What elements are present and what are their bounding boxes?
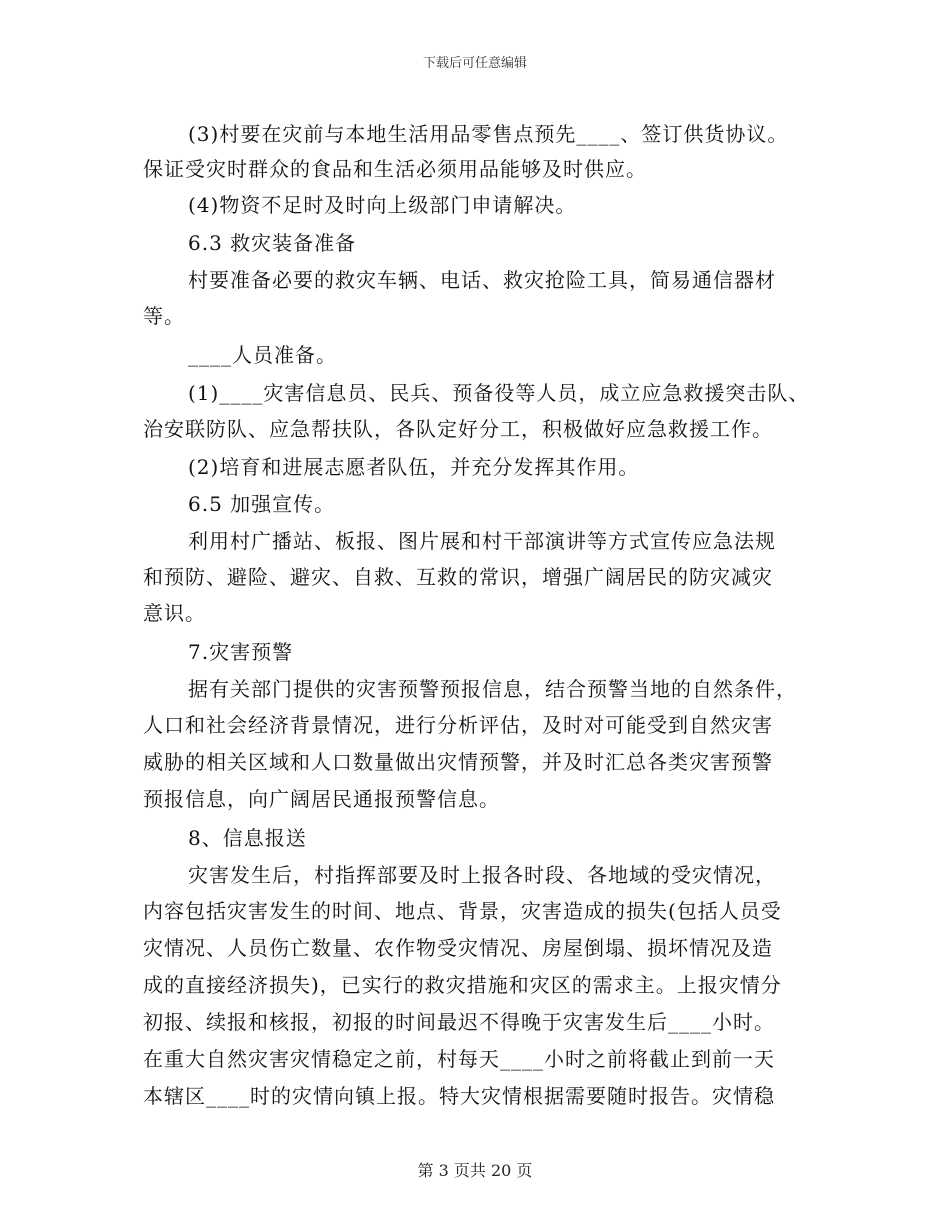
paragraph-line: 灾情况、人员伤亡数量、农作物受灾情况、房屋倒塌、损坏情况及造 [143,936,773,960]
paragraph-line: 利用村广播站、板报、图片展和村干部演讲等方式宣传应急法规 [188,529,776,553]
page-header: 下载后可任意编辑 [422,56,527,71]
paragraph-line: 在重大自然灾害灾情稳定之前，村每天____小时之前将截止到前一天 [143,1047,775,1071]
paragraph-line: (1)____灾害信息员、民兵、预备役等人员，成立应急救援突击队、 [188,381,810,405]
paragraph-line: 治安联防队、应急帮扶队，各队定好分工，积极做好应急救援工作。 [143,417,773,441]
page-footer: 第 3 页共 20 页 [417,1161,533,1180]
section-heading: 8、信息报送 [188,826,307,850]
section-heading: ____人员准备。 [188,343,337,367]
section-heading: 6.5 加强宣传。 [188,492,336,516]
paragraph-line: 预报信息，向广阔居民通报预警信息。 [143,787,500,811]
paragraph-line: 初报、续报和核报，初报的时间最迟不得晚于灾害发生后____小时。 [143,1010,775,1034]
paragraph-line: 村要准备必要的救灾车辆、电话、救灾抢险工具，简易通信器材 [188,268,776,292]
paragraph-line: 意识。 [143,601,206,625]
paragraph-line: 人口和社会经济背景情况，进行分析评估，及时对可能受到自然灾害 [143,713,773,737]
paragraph-line: 威胁的相关区域和人口数量做出灾情预警，并及时汇总各类灾害预警 [143,750,773,774]
paragraph-line: 等。 [143,304,185,328]
paragraph-line: 内容包括灾害发生的时间、地点、背景，灾害造成的损失(包括人员受 [143,899,782,923]
section-heading: 7.灾害预警 [188,640,294,664]
paragraph-line: (3)村要在灾前与本地生活用品零售点预先____、签订供货协议。 [188,122,789,146]
paragraph-line: 和预防、避险、避灾、自救、互救的常识，增强广阔居民的防灾减灾 [143,565,773,589]
section-heading: 6.3 救灾装备准备 [188,231,357,255]
paragraph-line: 据有关部门提供的灾害预警预报信息，结合预警当地的自然条件， [188,677,797,701]
paragraph-line: 本辖区____时的灾情向镇上报。特大灾情根据需要随时报告。灾情稳 [143,1084,775,1108]
paragraph-line: (2)培育和进展志愿者队伍，并充分发挥其作用。 [188,455,640,479]
paragraph-line: 成的直接经济损失)，已实行的救灾措施和灾区的需求主。上报灾情分 [143,973,782,997]
paragraph-line: 灾害发生后，村指挥部要及时上报各时段、各地域的受灾情况， [188,863,776,887]
paragraph-line: 保证受灾时群众的食品和生活必须用品能够及时供应。 [143,157,647,181]
paragraph-line: (4)物资不足时及时向上级部门申请解决。 [188,193,577,217]
